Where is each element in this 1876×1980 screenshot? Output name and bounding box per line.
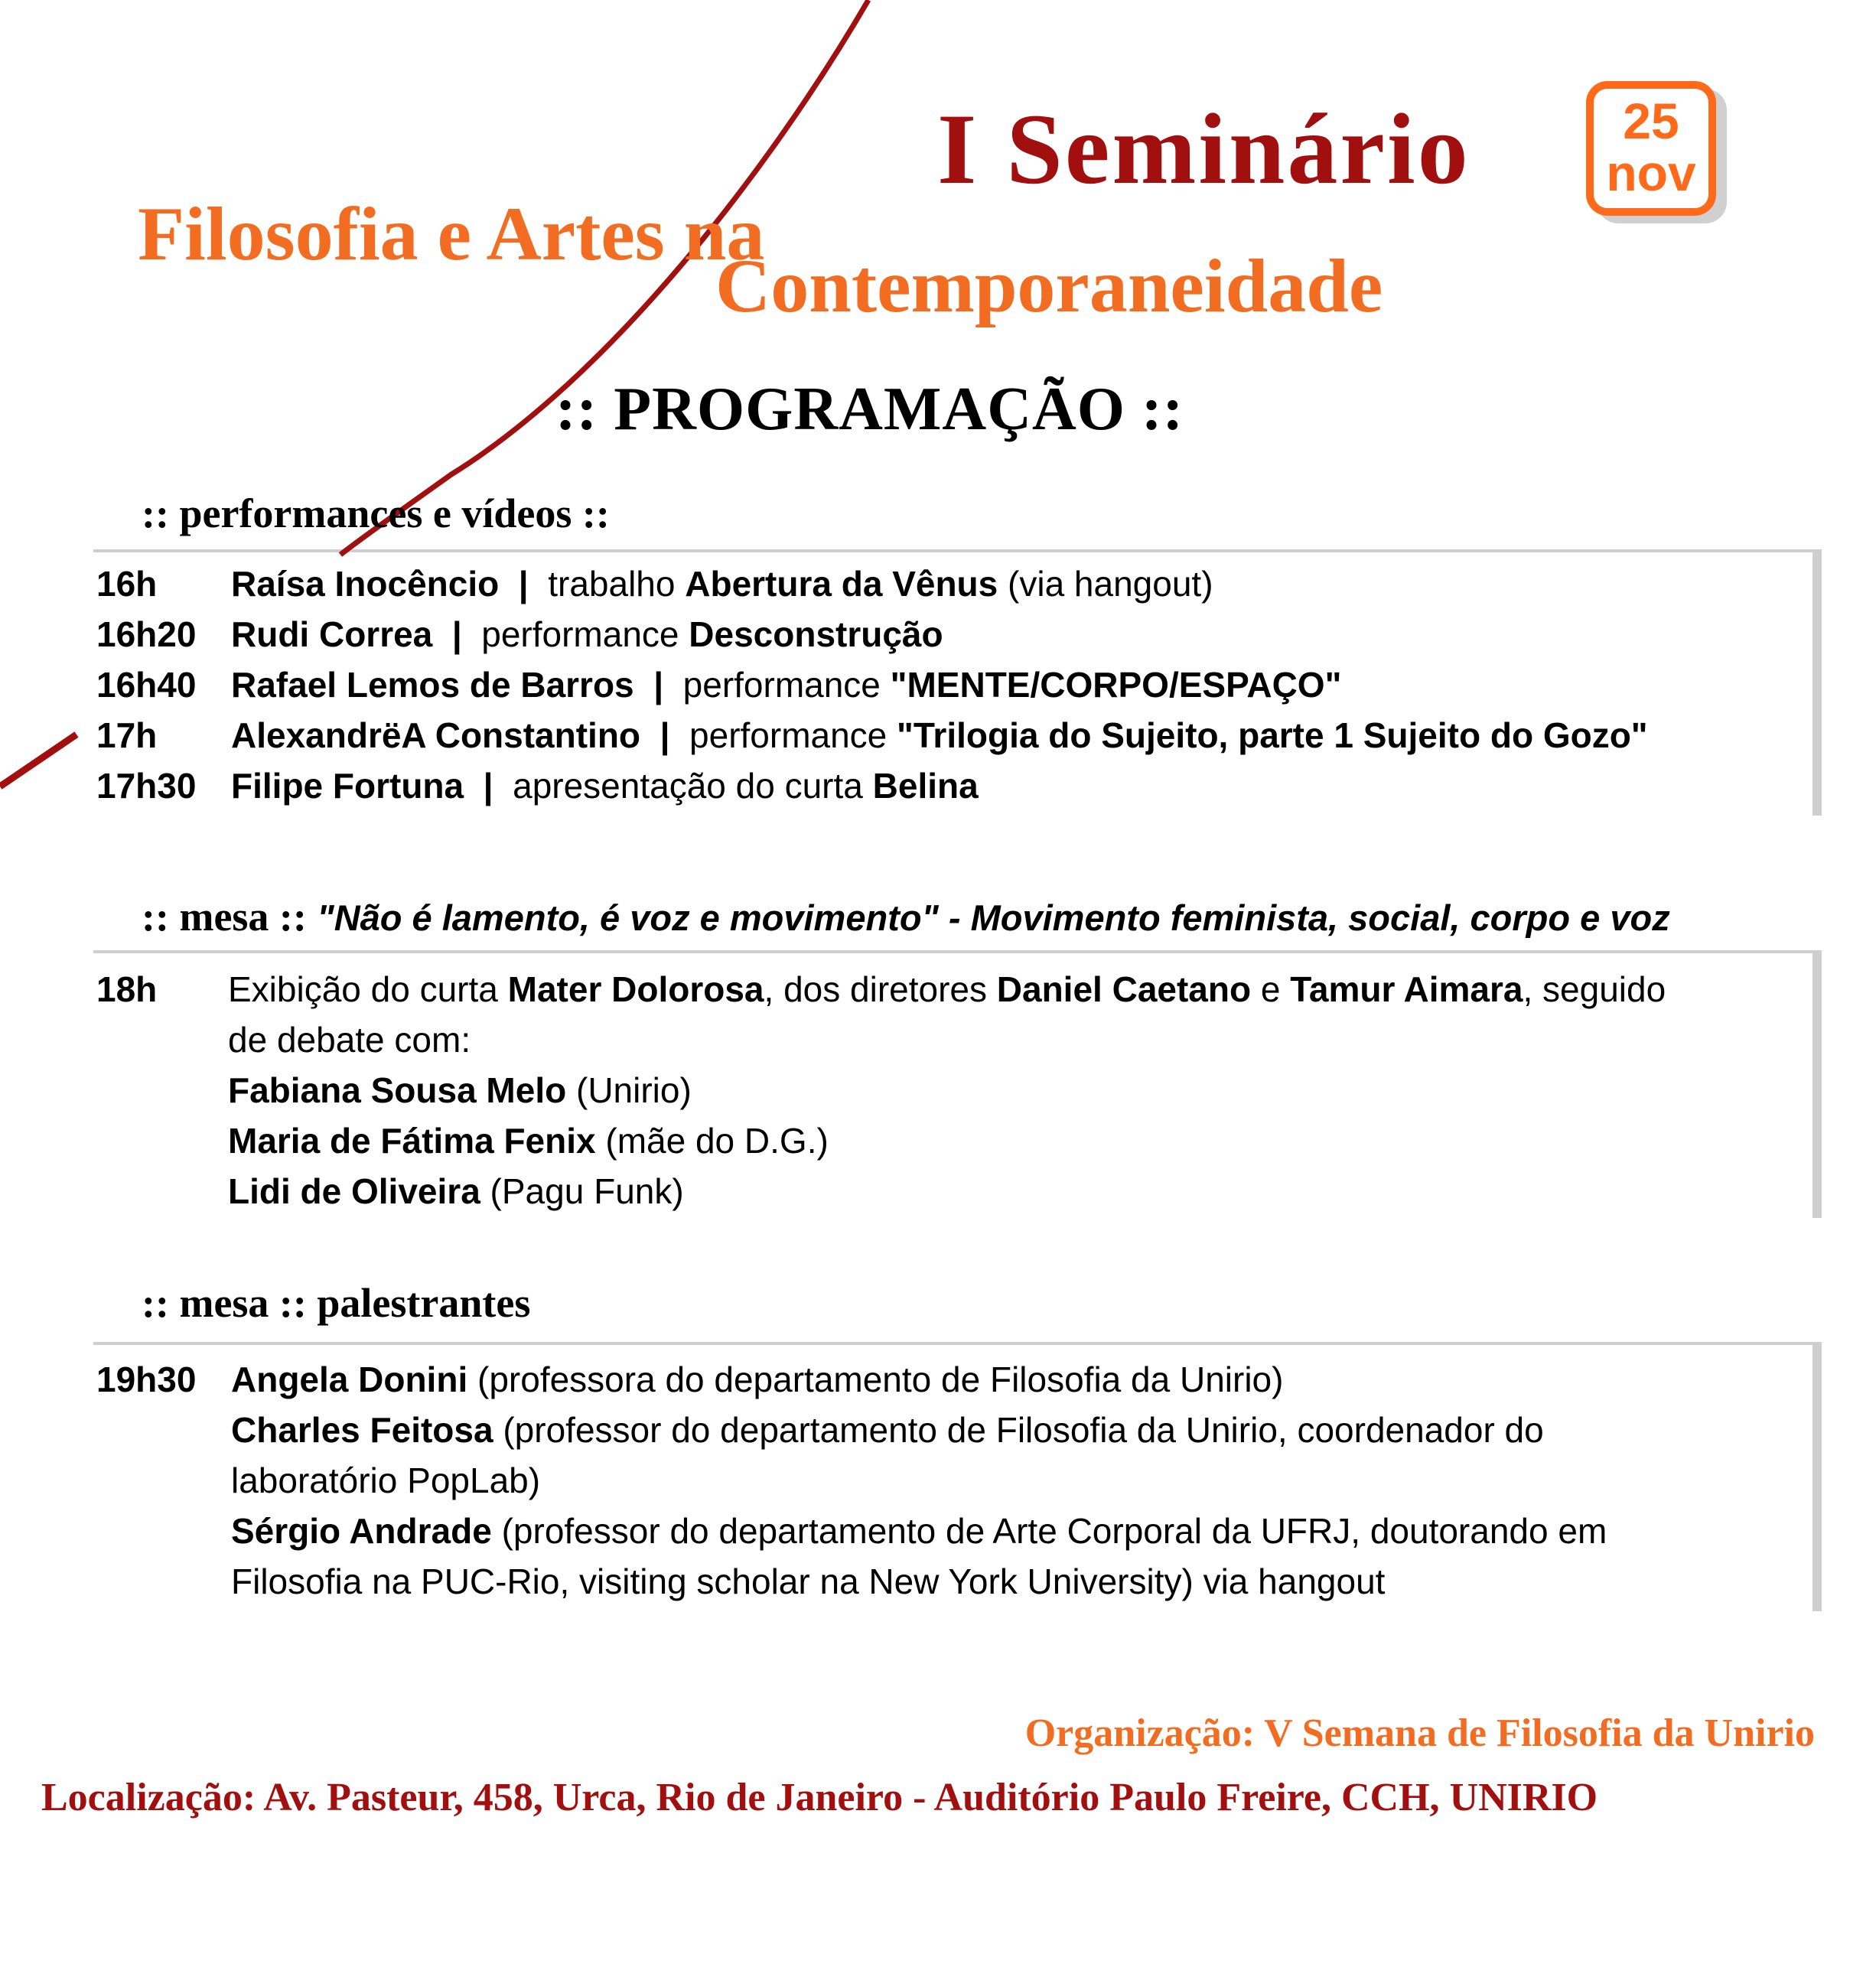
speaker-desc-cont: laboratório PopLab) — [231, 1461, 541, 1500]
intro-text: e — [1251, 969, 1291, 1009]
guest-affiliation: (Unirio) — [566, 1070, 692, 1110]
work-title: Abertura da Vênus — [685, 564, 998, 604]
artist-name: Raísa Inocêncio — [231, 564, 500, 604]
speaker-desc-cont: Filosofia na PUC-Rio, visiting scholar na New York University) via hangout — [231, 1562, 1386, 1601]
row-body — [231, 760, 979, 811]
work-kind: performance — [481, 614, 689, 654]
speaker-desc: (professor do departamento de Filosofia da Unirio, coordenador do — [493, 1410, 1544, 1450]
guest-item — [228, 1065, 1876, 1115]
row-body — [231, 609, 943, 659]
speaker-item — [231, 1506, 1876, 1556]
row-time: 16h40 — [96, 665, 197, 705]
speaker-name: Angela Donini — [231, 1360, 468, 1399]
artist-name: Rudi Correa — [231, 614, 433, 654]
date-badge — [1586, 81, 1716, 216]
artist-name: AlexandrëA Constantino — [231, 715, 641, 755]
mesa-talk-title: "Não é lamento, é voz e movimento" - Movimento feminista, social, corpo e voz — [317, 897, 1670, 938]
row-body — [231, 710, 1648, 760]
mesa-1-intro-cont: de debate com: — [228, 1020, 471, 1060]
date-day: 25 — [1623, 93, 1679, 149]
mesa-2-content — [231, 1354, 1876, 1607]
speaker-desc: (professor do departamento de Arte Corporal da UFRJ, doutorando em — [491, 1511, 1607, 1551]
speaker-name: Charles Feitosa — [231, 1410, 493, 1450]
guest-name: Maria de Fátima Fenix — [228, 1121, 596, 1161]
director-name: Tamur Aimara — [1290, 969, 1523, 1009]
row-body — [231, 559, 1213, 609]
work-title: "MENTE/CORPO/ESPAÇO" — [890, 665, 1342, 705]
location-info: Localização: Av. Pasteur, 458, Urca, Rio de Janeiro - Auditório Paulo Freire, CCH, UNIRIO — [41, 1776, 1598, 1819]
speaker-desc: (professora do departamento de Filosofia da Unirio) — [467, 1360, 1284, 1399]
guest-name: Fabiana Sousa Melo — [228, 1070, 567, 1110]
intro-text: , dos diretores — [764, 969, 997, 1009]
section-title-mesa-2: :: mesa :: palestrantes — [142, 1280, 531, 1326]
seminar-title: I Seminário — [937, 93, 1471, 205]
separator: | — [640, 715, 690, 755]
row-time: 17h — [96, 715, 158, 755]
separator: | — [464, 766, 513, 806]
row-time: 16h20 — [96, 614, 197, 654]
work-extra: (via hangout) — [998, 564, 1213, 604]
guest-affiliation: (Pagu Funk) — [480, 1171, 684, 1211]
guest-item — [228, 1115, 1876, 1166]
program-heading: :: PROGRAMAÇÃO :: — [555, 376, 1184, 443]
guest-affiliation: (mãe do D.G.) — [595, 1121, 829, 1161]
separator: | — [432, 614, 482, 654]
work-kind: trabalho — [548, 564, 686, 604]
row-time: 19h30 — [96, 1360, 197, 1399]
speaker-item — [231, 1405, 1876, 1455]
row-time: 18h — [96, 969, 158, 1009]
intro-text: Exibição do curta — [228, 969, 508, 1009]
subtitle-line-2: Contemporaneidade — [715, 243, 1383, 328]
date-month: nov — [1606, 145, 1696, 201]
mesa-prefix: :: mesa :: — [142, 894, 318, 940]
row-time: 17h30 — [96, 766, 197, 806]
guest-item — [228, 1166, 1876, 1216]
guest-name: Lidi de Oliveira — [228, 1171, 480, 1211]
intro-text: , seguido — [1523, 969, 1666, 1009]
mesa-1-intro — [228, 964, 1876, 1014]
mesa-1-content — [228, 964, 1876, 1216]
artist-name: Filipe Fortuna — [231, 766, 464, 806]
work-title: Desconstrução — [689, 614, 943, 654]
work-kind: performance — [689, 715, 897, 755]
artist-name: Rafael Lemos de Barros — [231, 665, 634, 705]
film-title: Mater Dolorosa — [507, 969, 764, 1009]
separator: | — [499, 564, 549, 604]
speaker-item — [231, 1354, 1876, 1405]
work-kind: apresentação do curta — [513, 766, 873, 806]
work-kind: performance — [682, 665, 891, 705]
work-title: "Trilogia do Sujeito, parte 1 Sujeito do Gozo" — [897, 715, 1648, 755]
red-arc-tail — [0, 734, 77, 786]
row-time: 16h — [96, 564, 158, 604]
director-name: Daniel Caetano — [996, 969, 1252, 1009]
section-title-performances: :: performances e vídeos :: — [142, 490, 610, 536]
work-title: Belina — [872, 766, 979, 806]
speaker-name: Sérgio Andrade — [231, 1511, 492, 1551]
separator: | — [633, 665, 683, 705]
section-title-mesa-1 — [142, 893, 1670, 940]
subtitle-line-1: Filosofia e Artes na — [138, 191, 765, 276]
organization-credit: Organização: V Semana de Filosofia da Unirio — [1024, 1711, 1815, 1755]
row-body — [231, 659, 1341, 710]
